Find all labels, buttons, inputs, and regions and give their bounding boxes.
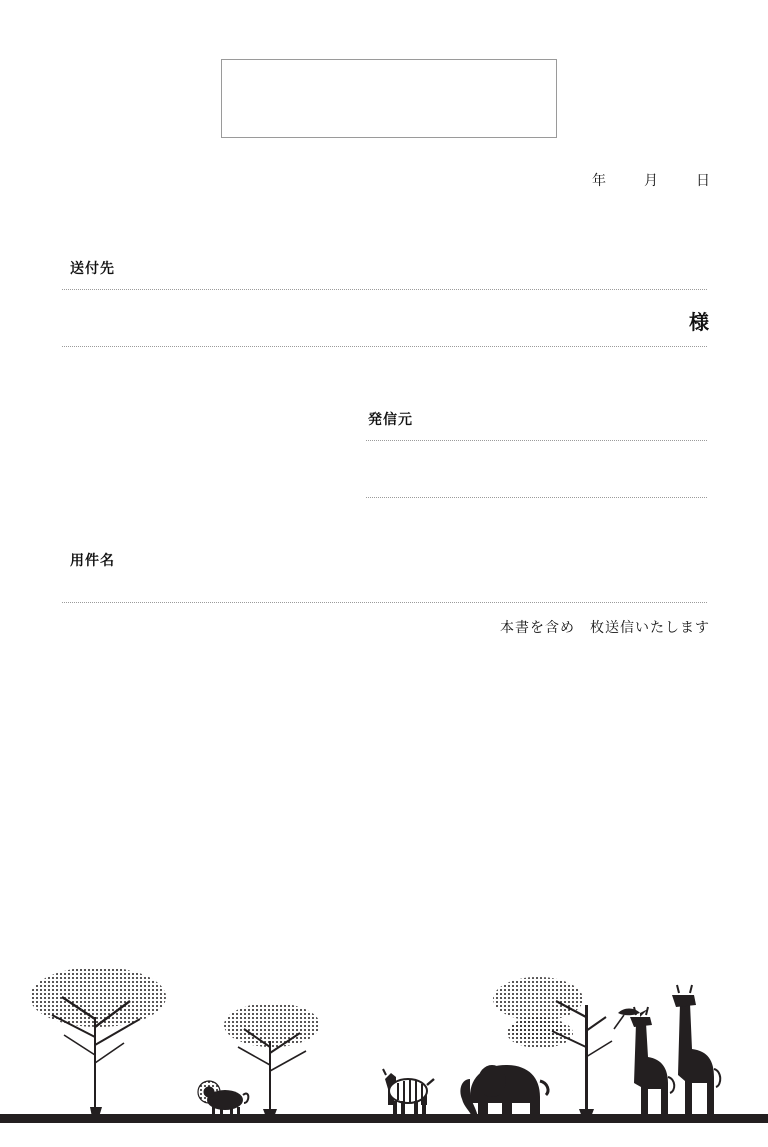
sender-rule-1 [366,440,707,441]
date-month-label: 月 [644,172,658,188]
giraffe-2-icon [672,985,720,1117]
sender-label: 発信元 [368,411,413,427]
date-row [592,170,710,190]
recipient-rule-1 [62,289,707,290]
logo-box[interactable] [221,59,557,138]
tree-1-icon [30,967,166,1117]
savanna-illustration [0,957,768,1147]
subject-label: 用件名 [70,552,115,568]
page-count-note: 本書を含め 枚送信いたします [500,619,710,635]
date-year-label: 年 [592,172,606,188]
tree-4-icon [507,1018,573,1048]
sender-rule-2 [366,497,707,498]
honorific-sama: 様 [689,312,710,334]
elephant-icon [460,1065,548,1117]
lion-icon [198,1081,248,1118]
giraffe-1-icon [630,1007,674,1117]
zebra-icon [383,1069,434,1118]
recipient-label: 送付先 [70,260,115,276]
recipient-rule-2 [62,346,707,347]
date-day-label: 日 [696,172,710,188]
subject-rule [62,602,707,603]
ground-line [0,1114,768,1123]
